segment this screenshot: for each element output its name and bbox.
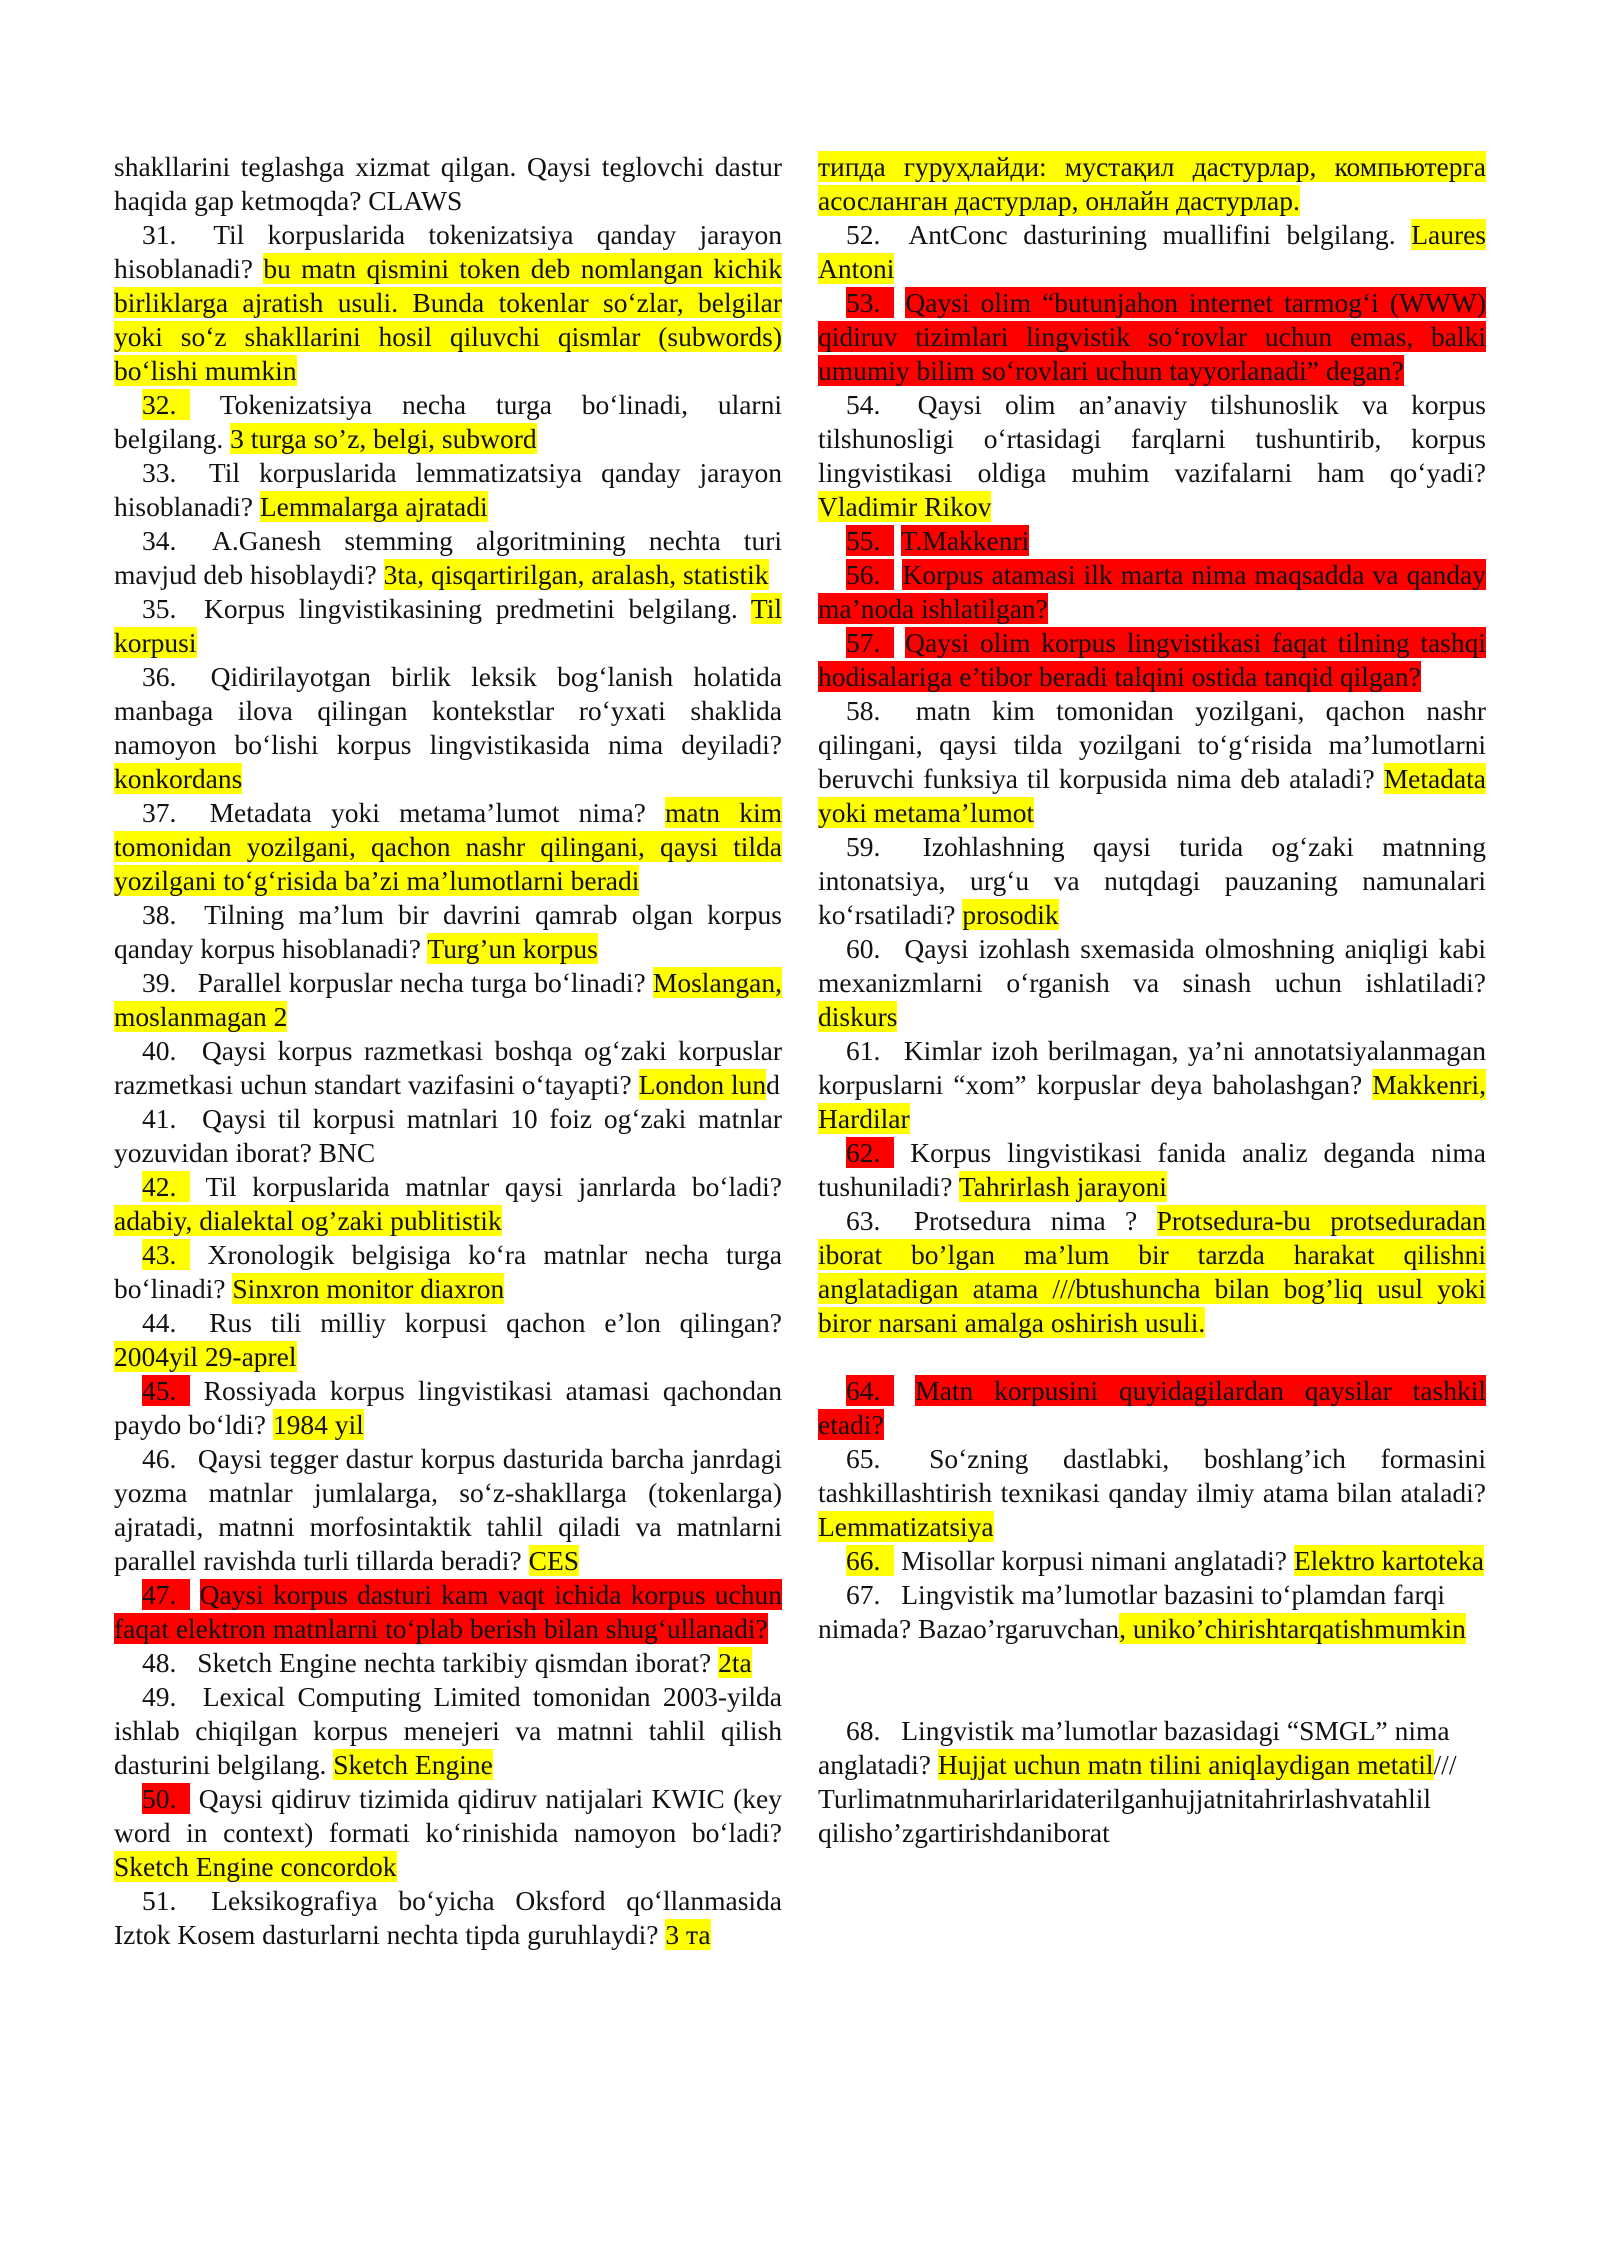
question-text: Korpus lingvistikasi fanida analiz deganda nima tushuniladi? — [818, 1137, 1486, 1202]
question-paragraph — [114, 1238, 782, 1306]
highlighted-answer: Lemmalarga ajratadi — [259, 491, 488, 522]
highlighted-answer: Sinxron monitor diaxron — [232, 1273, 505, 1304]
question-number: 35. — [142, 593, 177, 624]
question-text: A.Ganesh stemming algoritmining nechta turi mavjud deb hisoblaydi? — [114, 525, 782, 590]
question-text: Til korpuslarida lemmatizatsiya qanday jarayon hisoblanadi? — [114, 457, 782, 522]
question-paragraph — [818, 1578, 1486, 1646]
question-number: 48. — [142, 1647, 177, 1678]
highlighted-answer: Protsedura-bu protseduradan iborat bo’lgan ma’lum bir tarzda harakat qilishni anglatadigan atama ///btushuncha bilan bog’liq usul yoki biror narsani amalga oshirish usuli. — [818, 1205, 1487, 1338]
question-paragraph — [818, 1544, 1486, 1578]
question-number: 42. — [142, 1171, 190, 1202]
question-number: 44. — [142, 1307, 177, 1338]
question-text: d — [766, 1069, 780, 1100]
question-text: Rossiyada korpus lingvistikasi atamasi qachondan paydo bo‘ldi? — [114, 1375, 783, 1440]
question-number: 43. — [142, 1239, 190, 1270]
question-text: Korpus lingvistikasining predmetini belgilang. — [204, 593, 751, 624]
highlighted-answer: bu matn qismini token deb nomlangan kichik birliklarga ajratish usuli. Bunda tokenlar so‘zlar, belgilar yoki so‘z shakllarini hosil qiluvchi qismlar (subwords) bo‘lishi mumkin — [114, 253, 783, 386]
question-text: Tilning ma’lum bir davrini qamrab olgan korpus qanday korpus hisoblanadi? — [114, 899, 782, 964]
question-paragraph — [818, 524, 1486, 558]
question-text: Misollar korpusi nimani anglatadi? — [901, 1545, 1294, 1576]
highlighted-answer: типда гуруҳлайди: мустақил дастурлар, компьютерга асосланган дастурлар, онлайн дастурлар. — [818, 151, 1486, 216]
highlighted-answer: Makkenri, Hardilar — [818, 1069, 1486, 1134]
question-paragraph — [818, 626, 1486, 694]
highlighted-answer: Hujjat uchun matn tilini aniqlaydigan metatil — [937, 1749, 1434, 1780]
question-text: Izohlashning qaysi turida og‘zaki matnning intonatsiya, urg‘u va nutqdagi pauzaning namunalari ko‘rsatiladi? — [818, 831, 1486, 930]
highlighted-answer: Laures Antoni — [818, 219, 1487, 284]
question-number: 41. — [142, 1103, 177, 1134]
question-number: 50. — [142, 1783, 190, 1814]
question-number: 58. — [846, 695, 881, 726]
highlighted-answer: Sketch Engine concordok — [114, 1851, 397, 1882]
question-number: 65. — [846, 1443, 881, 1474]
question-number: 61. — [846, 1035, 881, 1066]
highlighted-answer: matn kim tomonidan yozilgani, qachon nashr qilingani, qaysi tilda yozilgani to‘g‘risida ba’zi ma’lumotlarni beradi — [114, 797, 782, 896]
highlighted-question: Korpus atamasi ilk marta nima maqsadda va qanday ma’noda ishlatilgan? — [818, 559, 1487, 624]
question-number: 40. — [142, 1035, 177, 1066]
highlighted-answer: Lemmatizatsiya — [818, 1511, 994, 1542]
question-number: 49. — [142, 1681, 177, 1712]
question-paragraph — [114, 388, 782, 456]
highlighted-answer: konkordans — [114, 763, 243, 794]
right-column — [818, 150, 1486, 1850]
question-paragraph — [818, 1374, 1486, 1442]
highlighted-answer: Til korpusi — [114, 593, 783, 658]
question-number: 52. — [846, 219, 881, 250]
question-number: 33. — [142, 457, 177, 488]
question-text: Qaysi qidiruv tizimida qidiruv natijalari KWIC (key word in context) formati ko‘rinishida namoyon bo‘ladi? — [114, 1783, 783, 1848]
question-paragraph — [114, 456, 782, 524]
highlighted-answer: Sketch Engine — [333, 1749, 493, 1780]
highlighted-answer: Turg’un korpus — [427, 933, 598, 964]
question-text: Lingvistik ma’lumotlar bazasidagi “SMGL” nima anglatadi? — [818, 1715, 1450, 1780]
question-number: 53. — [846, 287, 894, 318]
question-paragraph — [818, 286, 1486, 388]
highlighted-answer: diskurs — [818, 1001, 898, 1032]
highlighted-answer: prosodik — [962, 899, 1059, 930]
question-paragraph — [114, 592, 782, 660]
highlighted-answer: 2004yil 29-aprel — [114, 1341, 297, 1372]
question-text: Qaysi korpus razmetkasi boshqa og‘zaki korpuslar razmetkasi uchun standart vazifasini o‘tayapti? — [114, 1035, 782, 1100]
highlighted-answer: , uniko’chirishtarqatishmumkin — [1119, 1613, 1466, 1644]
question-number: 36. — [142, 661, 177, 692]
highlighted-answer: London lun — [638, 1069, 767, 1100]
question-text: Leksikografiya bo‘yicha Oksford qo‘llanmasida Iztok Kosem dasturlarni nechta tipda guruhlaydi? — [114, 1885, 783, 1950]
question-number: 31. — [142, 219, 177, 250]
question-number: 54. — [846, 389, 881, 420]
question-text: Qaysi izohlash sxemasida olmoshning aniqligi kabi mexanizmlarni o‘rganish va sinash uchun ishlatiladi? — [818, 933, 1487, 998]
question-paragraph — [818, 558, 1486, 626]
question-paragraph — [114, 898, 782, 966]
question-text: Metadata yoki metama’lumot nima? — [209, 797, 666, 828]
highlighted-answer: Vladimir Rikov — [818, 491, 992, 522]
question-number: 38. — [142, 899, 177, 930]
question-paragraph — [114, 524, 782, 592]
question-text: Rus tili milliy korpusi qachon e’lon qilingan? — [209, 1307, 783, 1338]
question-number: 66. — [846, 1545, 894, 1576]
highlighted-answer: Elektro kartoteka — [1293, 1545, 1484, 1576]
question-text: So‘zning dastlabki, boshlang’ich formasini tashkillashtirish texnikasi qanday ilmiy atama bilan ataladi? — [818, 1443, 1487, 1508]
question-number: 59. — [846, 831, 881, 862]
question-paragraph — [818, 150, 1486, 218]
question-number: 62. — [846, 1137, 894, 1168]
highlighted-question: T.Makkenri — [900, 525, 1030, 556]
question-paragraph — [818, 388, 1486, 524]
question-text: Qaysi tegger dastur korpus dasturida barcha janrdagi yozma matnlar jumlalarga, so‘z-shakllarga (tokenlarga) ajratadi, matnni morfosintaktik tahlil qiladi va matnlarni parallel ravishda turli tillarda beradi? — [114, 1443, 782, 1576]
question-paragraph — [114, 1306, 782, 1374]
question-paragraph — [114, 796, 782, 898]
highlighted-answer: adabiy, dialektal og’zaki publitistik — [114, 1205, 502, 1236]
question-number: 39. — [142, 967, 177, 998]
question-paragraph — [818, 830, 1486, 932]
highlighted-answer: 1984 yil — [272, 1409, 364, 1440]
question-paragraph — [114, 966, 782, 1034]
question-paragraph — [818, 694, 1486, 830]
highlighted-answer: 2ta — [718, 1647, 752, 1678]
highlighted-answer: CES — [528, 1545, 580, 1576]
highlighted-answer: Metadata yoki metama’lumot — [818, 763, 1486, 828]
question-text: Parallel korpuslar necha turga bo‘linadi? — [197, 967, 653, 998]
question-text: Xronologik belgisiga ko‘ra matnlar necha turga bo‘linadi? — [114, 1239, 782, 1304]
highlighted-answer: 3 turga so’z, belgi, subword — [230, 423, 537, 454]
question-text: /// Turlimatnmuharirlaridaterilganhujjatnitahrirlashvatahlil qilisho’zgartirishdaniborat — [818, 1749, 1457, 1848]
highlighted-answer: 3 та — [665, 1919, 711, 1950]
question-number: 51. — [142, 1885, 177, 1916]
question-paragraph — [818, 1204, 1486, 1340]
question-text: Qaysi til korpusi matnlari 10 foiz og‘zaki matnlar yozuvidan iborat? BNC — [114, 1103, 782, 1168]
blank-line — [818, 1646, 1486, 1714]
question-text: shakllarini teglashga xizmat qilgan. Qaysi teglovchi dastur haqida gap ketmoqda? CLAWS — [114, 151, 782, 216]
question-number: 45. — [142, 1375, 190, 1406]
question-paragraph — [818, 1714, 1486, 1850]
question-paragraph — [114, 150, 782, 218]
highlighted-question: Qaysi korpus dasturi kam vaqt ichida korpus uchun faqat elektron matnlarni to‘plab berish bilan shug‘ullanadi? — [114, 1579, 782, 1644]
question-paragraph — [114, 1034, 782, 1102]
question-number: 37. — [142, 797, 177, 828]
highlighted-question: Qaysi olim “butunjahon internet tarmog‘i (WWW) qidiruv tizimlari lingvistik so‘rovlar uchun emas, balki umumiy bilim so‘rovlari uchun tayyorlanadi” degan? — [818, 287, 1487, 386]
highlighted-answer: Moslangan, moslanmagan 2 — [114, 967, 782, 1032]
question-paragraph — [114, 1884, 782, 1952]
question-number: 47. — [142, 1579, 190, 1610]
highlighted-answer: 3ta, qisqartirilgan, aralash, statistik — [383, 559, 769, 590]
blank-line — [818, 1340, 1486, 1374]
question-text: Lexical Computing Limited tomonidan 2003-yilda ishlab chiqilgan korpus menejeri va matnni tahlil qilish dasturini belgilang. — [114, 1681, 783, 1780]
highlighted-question: Qaysi olim korpus lingvistikasi faqat tilning tashqi hodisalariga e’tibor beradi talqini ostida tanqid qilgan? — [818, 627, 1487, 692]
left-column — [114, 150, 782, 1952]
question-paragraph — [818, 218, 1486, 286]
question-number: 56. — [846, 559, 894, 590]
question-paragraph — [818, 1034, 1486, 1136]
question-paragraph — [114, 1646, 782, 1680]
question-number: 60. — [846, 933, 881, 964]
question-number: 67. — [846, 1579, 881, 1610]
question-number: 68. — [846, 1715, 881, 1746]
question-text: Til korpuslarida tokenizatsiya qanday jarayon hisoblanadi? — [114, 219, 782, 284]
question-text: Qidirilayotgan birlik leksik bog‘lanish holatida manbaga ilova qilingan kontekstlar ro‘yxati shaklida namoyon bo‘lishi korpus lingvistikasida nima deyiladi? — [114, 661, 783, 760]
question-text: matn kim tomonidan yozilgani, qachon nashr qilingani, qaysi tilda yozilgani to‘g‘risida ma’lumotlarni beruvchi funksiya til korpusida nima deb ataladi? — [818, 695, 1486, 794]
question-number: 46. — [142, 1443, 177, 1474]
highlighted-answer: Tahrirlash jarayoni — [958, 1171, 1167, 1202]
question-paragraph — [114, 1680, 782, 1782]
question-text: Til korpuslarida matnlar qaysi janrlarda bo‘ladi? — [205, 1171, 782, 1202]
question-text: Sketch Engine nechta tarkibiy qismdan iborat? — [197, 1647, 719, 1678]
question-paragraph — [114, 1578, 782, 1646]
question-text: Kimlar izoh berilmagan, ya’ni annotatsiyalanmagan korpuslarni “xom” korpuslar deya baholashgan? — [818, 1035, 1486, 1100]
question-paragraph — [114, 1170, 782, 1238]
question-number: 32. — [142, 389, 190, 420]
question-text: Lingvistik ma’lumotlar bazasini to‘plamdan farqi nimada? Bazao’rgaruvchan — [818, 1579, 1445, 1644]
question-number: 63. — [846, 1205, 881, 1236]
question-paragraph — [114, 1102, 782, 1170]
question-number: 55. — [846, 525, 894, 556]
question-text: Tokenizatsiya necha turga bo‘linadi, ularni belgilang. — [114, 389, 782, 454]
question-text: Qaysi olim an’anaviy tilshunoslik va korpus tilshunosligi o‘rtasidagi farqlarni tushuntirib, korpus lingvistikasi oldiga muhim vazifalarni ham qo‘yadi? — [818, 389, 1487, 488]
question-number: 64. — [846, 1375, 894, 1406]
question-paragraph — [114, 1374, 782, 1442]
question-paragraph — [818, 932, 1486, 1034]
question-paragraph — [114, 660, 782, 796]
question-paragraph — [818, 1136, 1486, 1204]
question-text: AntConc dasturining muallifini belgilang. — [908, 219, 1412, 250]
question-paragraph — [818, 1442, 1486, 1544]
question-number: 34. — [142, 525, 177, 556]
question-number: 57. — [846, 627, 894, 658]
highlighted-question: Matn korpusini quyidagilardan qaysilar tashkil etadi? — [818, 1375, 1487, 1440]
question-paragraph — [114, 1442, 782, 1578]
question-text: Protsedura nima ? — [913, 1205, 1157, 1236]
question-paragraph — [114, 218, 782, 388]
question-paragraph — [114, 1782, 782, 1884]
